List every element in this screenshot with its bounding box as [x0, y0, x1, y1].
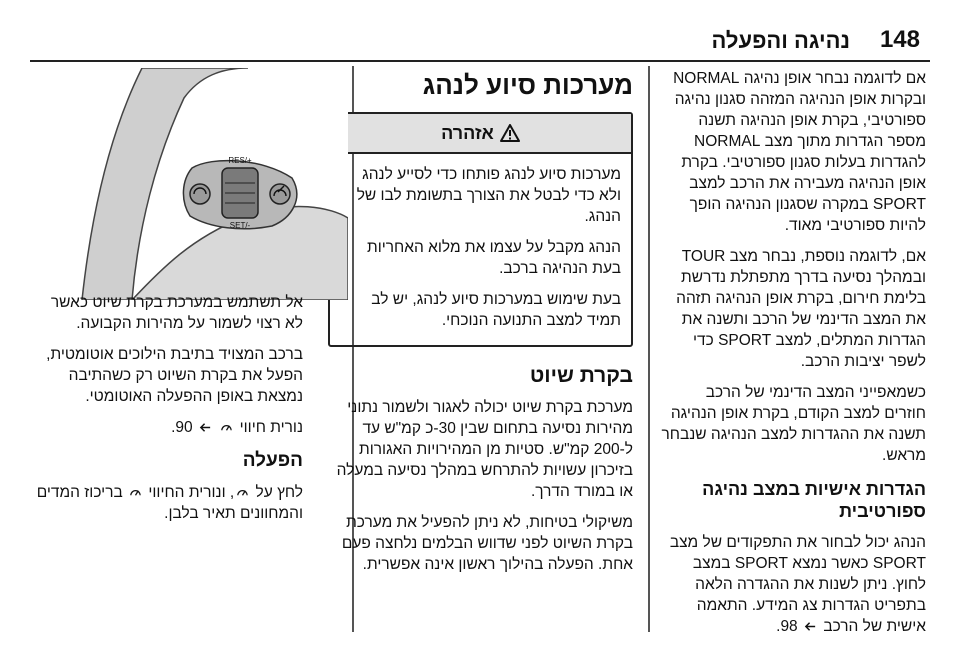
steering-wheel-graphic: [72, 68, 348, 300]
res-label: RES/+: [228, 156, 252, 165]
left-column: [33, 292, 303, 534]
cruise-control-icon: [236, 486, 249, 499]
page-reference-icon: [199, 421, 212, 434]
page-reference: 90: [175, 419, 193, 436]
paragraph-tour-mode: אם, לדוגמה נוספת, נבחר מצב TOUR ובמהלך נסיעה בדרך מתפתלת נדרשת בלימת חירום, בקרת אופן הנהיגה תזהה את המצב הדינמי של הרכב ותשנה את הגדרות המתלים, למצב SPORT כדי לשפר יציבות הרכב.: [676, 248, 926, 370]
paragraph-cruise-safety: משיקולי בטיחות, לא ניתן להפעיל את מערכת בקרת השיוט לפני שדווש הבלמים נלחצה פעם אחת. הפעלה בהילוך ראשון אינה אפשרית.: [341, 514, 633, 573]
heading-activation: הפעלה: [242, 450, 303, 471]
paragraph-personal-settings: הנהג יכול לבחור את התפקודים של מצב SPORT כאשר נמצא SPORT במצב לחוץ. ניתן לשנות את ההגדרה הלאה בתפריט הגדרות צג המידע. התאמה אישית של הרכב 98.: [669, 534, 926, 635]
warning-header: [330, 114, 631, 154]
warning-paragraph: בעת שימוש במערכות סיוע לנהג, יש לב תמיד למצב התנועה הנוכחי.: [371, 291, 621, 329]
warning-paragraph: מערכות סיוע לנהג פותחו כדי לסייע לנהג ולא כדי לבטל את הצורך בתשומת לבו של הנהג.: [356, 166, 621, 225]
paragraph-indicator-light: נורית חיווי 90.: [171, 419, 303, 436]
column-divider-right: [648, 66, 650, 632]
warning-paragraph: הנהג מקבל על עצמו את מלוא האחריות בעת הנהיגה ברכב.: [367, 239, 621, 277]
header-rule: [30, 60, 930, 62]
steering-wheel-illustration: [72, 68, 348, 300]
warning-triangle-icon: [500, 124, 520, 142]
paragraph-activation: [33, 482, 303, 524]
section-title-driver-assistance: מערכות סיוע לנהג: [422, 70, 633, 100]
cruise-control-icon: [220, 421, 233, 434]
cruise-control-icon: [129, 486, 142, 499]
activation-text-3: בריכוז המדים והמחוונים תאיר בלבן.: [36, 484, 303, 522]
page-reference: 98: [780, 618, 798, 635]
warning-box: [328, 112, 633, 347]
right-column: [660, 68, 926, 647]
warning-label: אזהרה: [441, 122, 494, 143]
activation-text-1: לחץ על: [255, 484, 303, 501]
heading-personal-settings: הגדרות אישיות במצב נהיגה ספורטיבית: [702, 479, 926, 521]
chapter-title: נהיגה והפעלה: [711, 28, 850, 53]
activation-text-2: , ונורית החיווי: [148, 484, 235, 501]
paragraph-cruise-warning: אל תשתמש במערכת בקרת שיוט כאשר לא רצוי לשמור על מהירות הקבועה.: [50, 294, 303, 332]
paragraph-return-mode: כשמאפייני המצב הדינמי של הרכב חוזרים למצב הקודם, בקרת אופן הנהיגה תשנה את ההגדרות למצב הנהיגה שנבחר מראש.: [661, 384, 926, 464]
middle-column: [328, 66, 633, 585]
paragraph-normal-mode: אם לדוגמה נבחר אופן נהיגה NORMAL ובקרות אופן הנהיגה המזהה סגנון נהיגה ספורטיבי, בקרת אופן הנהיגה תשנה מספר הגדרות מתוך מצב NORMAL להגדרות בעלות סגנון ספורטיבי. בקרת אופן הנהיגה מעבירה את הרכב למצב SPORT במקרה שסגנון הנהיגה הופך להיות ספורטיבי מאוד.: [673, 70, 926, 234]
page-number: 148: [879, 26, 920, 53]
indicator-text: נורית חיווי: [239, 419, 303, 436]
heading-cruise-control: בקרת שיוט: [529, 364, 633, 387]
set-label: SET/-: [229, 221, 251, 230]
paragraph-cruise-speed: מערכת בקרת שיוט יכולה לאגור ולשמור נתוני מהירות נסיעה בתחום שבין 30-כ קמ"ש עד ל-200 קמ"ש. סטיות מן המהירויות האגורות בזיכרון עשויות להתרחש במהלך נסיעה במעלה או במורד הדרך.: [336, 399, 633, 500]
personal-settings-text: הנהג יכול לבחור את התפקודים של מצב SPORT כאשר נמצא SPORT במצב לחוץ. ניתן לשנות את ההגדרה הלאה בתפריט הגדרות צג המידע. התאמה אישית של הרכב: [669, 534, 926, 635]
paragraph-automatic-transmission: ברכב המצויד בתיבת הילוכים אוטומטית, הפעל את בקרת השיוט רק כשהתיבה נמצאת באופן ההפעלה האוטומטי.: [46, 346, 303, 405]
page-reference-icon: [804, 620, 817, 633]
warning-body: [330, 154, 631, 345]
